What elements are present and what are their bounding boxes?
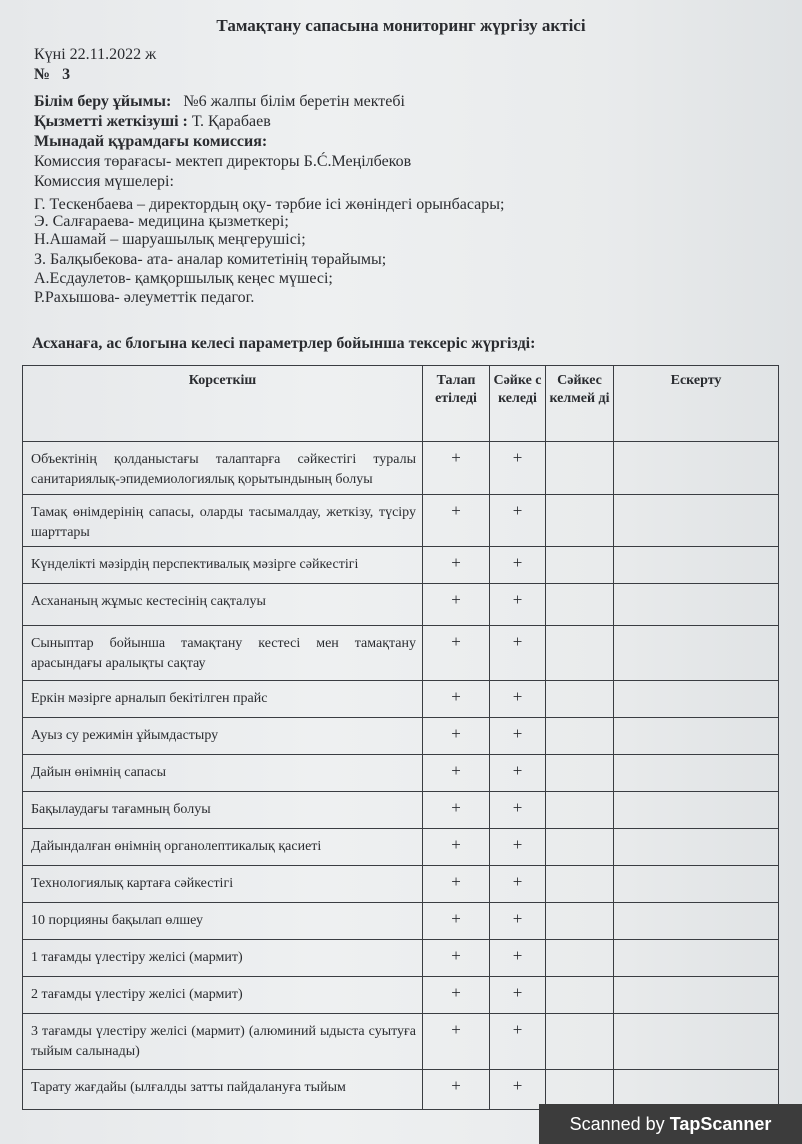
supplier-label: Қызметті жеткізуші : bbox=[34, 113, 188, 130]
complies-cell: + bbox=[490, 626, 546, 681]
supplier-line bbox=[34, 113, 271, 131]
note-cell bbox=[614, 1014, 779, 1070]
not-complies-cell bbox=[546, 547, 614, 584]
not-complies-cell bbox=[546, 829, 614, 866]
number-value: 3 bbox=[62, 66, 71, 83]
table-row bbox=[23, 792, 779, 829]
member-1: Г. Тескенбаева – директордың оқу- тәрбие ісі жөніндегі орынбасары; bbox=[34, 196, 505, 213]
inspection-table bbox=[22, 365, 779, 1110]
member-2: Э. Салғараева- медицина қызметкері; bbox=[34, 213, 289, 230]
note-cell bbox=[614, 626, 779, 681]
act-number bbox=[34, 66, 70, 84]
watermark-brand: TapScanner bbox=[669, 1114, 772, 1134]
not-complies-cell bbox=[546, 584, 614, 626]
indicator-cell: Объектінің қолданыстағы талаптарға сәйкестігі туралы санитариялық-эпидемиологиялық қорытындының болуы bbox=[23, 442, 423, 495]
required-cell: + bbox=[423, 442, 490, 495]
number-label: № bbox=[34, 66, 51, 83]
complies-cell: + bbox=[490, 829, 546, 866]
not-complies-cell bbox=[546, 1014, 614, 1070]
table-row bbox=[23, 977, 779, 1014]
supplier-value: Т. Қарабаев bbox=[191, 113, 271, 130]
required-cell: + bbox=[423, 755, 490, 792]
note-cell bbox=[614, 718, 779, 755]
note-cell bbox=[614, 977, 779, 1014]
indicator-cell: Тамақ өнімдерінің сапасы, оларды тасымалдау, жеткізу, түсіру шарттары bbox=[23, 495, 423, 547]
required-cell: + bbox=[423, 1070, 490, 1110]
indicator-cell: Дайындалған өнімнің органолептикалық қасиеті bbox=[23, 829, 423, 866]
note-cell bbox=[614, 866, 779, 903]
commission-heading: Мынадай құрамдағы комиссия: bbox=[34, 133, 268, 150]
member-6: Р.Рахышова- әлеуметтік педагог. bbox=[34, 289, 255, 306]
header-not-complies: Сәйкес келмей ді bbox=[546, 366, 614, 442]
note-cell bbox=[614, 584, 779, 626]
members-label: Комиссия мүшелері: bbox=[34, 173, 174, 190]
table-row bbox=[23, 547, 779, 584]
complies-cell: + bbox=[490, 940, 546, 977]
indicator-cell: Еркін мәзірге арналып бекітілген прайс bbox=[23, 681, 423, 718]
required-cell: + bbox=[423, 792, 490, 829]
table-row bbox=[23, 903, 779, 940]
not-complies-cell bbox=[546, 755, 614, 792]
complies-cell: + bbox=[490, 792, 546, 829]
complies-cell: + bbox=[490, 1014, 546, 1070]
not-complies-cell bbox=[546, 977, 614, 1014]
indicator-cell: Күнделікті мәзірдің перспективалық мәзірге сәйкестігі bbox=[23, 547, 423, 584]
member-4: З. Балқыбекова- ата- аналар комитетінің төрайымы; bbox=[34, 251, 387, 268]
table-row bbox=[23, 681, 779, 718]
date-line: Күні 22.11.2022 ж bbox=[34, 46, 157, 63]
table-row bbox=[23, 829, 779, 866]
not-complies-cell bbox=[546, 442, 614, 495]
indicator-cell: Сыныптар бойынша тамақтану кестесі мен тамақтану арасындағы аралықты сақтау bbox=[23, 626, 423, 681]
not-complies-cell bbox=[546, 903, 614, 940]
required-cell: + bbox=[423, 866, 490, 903]
member-3: Н.Ашамай – шаруашылық меңгерушісі; bbox=[34, 231, 306, 248]
note-cell bbox=[614, 903, 779, 940]
complies-cell: + bbox=[490, 1070, 546, 1110]
table-row bbox=[23, 718, 779, 755]
indicator-cell: 10 порцияны бақылап өлшеу bbox=[23, 903, 423, 940]
required-cell: + bbox=[423, 626, 490, 681]
scanner-watermark bbox=[539, 1104, 802, 1144]
section-heading: Асханаға, ас блогына келесі параметрлер бойынша тексеріс жүргізді: bbox=[32, 335, 536, 352]
organization-label: Білім беру ұйымы: bbox=[34, 93, 172, 110]
complies-cell: + bbox=[490, 755, 546, 792]
complies-cell: + bbox=[490, 547, 546, 584]
table-header-row bbox=[23, 366, 779, 442]
complies-cell: + bbox=[490, 442, 546, 495]
complies-cell: + bbox=[490, 903, 546, 940]
header-required: Талап етіледі bbox=[423, 366, 490, 442]
indicator-cell: Технологиялық картаға сәйкестігі bbox=[23, 866, 423, 903]
header-note: Ескерту bbox=[614, 366, 779, 442]
not-complies-cell bbox=[546, 718, 614, 755]
complies-cell: + bbox=[490, 584, 546, 626]
required-cell: + bbox=[423, 977, 490, 1014]
table-row bbox=[23, 755, 779, 792]
table-row bbox=[23, 626, 779, 681]
complies-cell: + bbox=[490, 495, 546, 547]
table-row bbox=[23, 1014, 779, 1070]
indicator-cell: 1 тағамды үлестіру желісі (мармит) bbox=[23, 940, 423, 977]
complies-cell: + bbox=[490, 718, 546, 755]
organization-line bbox=[34, 93, 405, 111]
not-complies-cell bbox=[546, 681, 614, 718]
required-cell: + bbox=[423, 903, 490, 940]
table-row bbox=[23, 495, 779, 547]
required-cell: + bbox=[423, 829, 490, 866]
required-cell: + bbox=[423, 940, 490, 977]
required-cell: + bbox=[423, 584, 490, 626]
complies-cell: + bbox=[490, 977, 546, 1014]
indicator-cell: Бақылаудағы тағамның болуы bbox=[23, 792, 423, 829]
note-cell bbox=[614, 547, 779, 584]
note-cell bbox=[614, 681, 779, 718]
not-complies-cell bbox=[546, 792, 614, 829]
note-cell bbox=[614, 792, 779, 829]
complies-cell: + bbox=[490, 866, 546, 903]
table-row bbox=[23, 584, 779, 626]
note-cell bbox=[614, 495, 779, 547]
table-row bbox=[23, 866, 779, 903]
note-cell bbox=[614, 829, 779, 866]
not-complies-cell bbox=[546, 495, 614, 547]
note-cell bbox=[614, 755, 779, 792]
not-complies-cell bbox=[546, 940, 614, 977]
note-cell bbox=[614, 940, 779, 977]
note-cell bbox=[614, 442, 779, 495]
required-cell: + bbox=[423, 547, 490, 584]
indicator-cell: Дайын өнімнің сапасы bbox=[23, 755, 423, 792]
complies-cell: + bbox=[490, 681, 546, 718]
indicator-cell: Ауыз су режимін ұйымдастыру bbox=[23, 718, 423, 755]
indicator-cell: Асхананың жұмыс кестесінің сақталуы bbox=[23, 584, 423, 626]
indicator-cell: 3 тағамды үлестіру желісі (мармит) (алюминий ыдыста суытуға тыйым салынады) bbox=[23, 1014, 423, 1070]
watermark-prefix: Scanned by bbox=[569, 1114, 665, 1134]
table-row bbox=[23, 442, 779, 495]
header-indicator: Корсеткіш bbox=[23, 366, 423, 442]
indicator-cell: 2 тағамды үлестіру желісі (мармит) bbox=[23, 977, 423, 1014]
not-complies-cell bbox=[546, 866, 614, 903]
required-cell: + bbox=[423, 495, 490, 547]
header-complies: Сәйке с келеді bbox=[490, 366, 546, 442]
required-cell: + bbox=[423, 1014, 490, 1070]
member-5: А.Есдаулетов- қамқоршылық кеңес мүшесі; bbox=[34, 270, 333, 287]
required-cell: + bbox=[423, 718, 490, 755]
commission-chair: Комиссия төрағасы- мектеп директоры Б.Ć.Меңілбеков bbox=[34, 153, 412, 170]
required-cell: + bbox=[423, 681, 490, 718]
document-title: Тамақтану сапасына мониторинг жүргізу актісі bbox=[216, 16, 586, 35]
not-complies-cell bbox=[546, 626, 614, 681]
table-row bbox=[23, 940, 779, 977]
organization-value: №6 жалпы білім беретін мектебі bbox=[183, 93, 405, 110]
indicator-cell: Тарату жағдайы (ылғалды затты пайдалануға тыйым bbox=[23, 1070, 423, 1110]
